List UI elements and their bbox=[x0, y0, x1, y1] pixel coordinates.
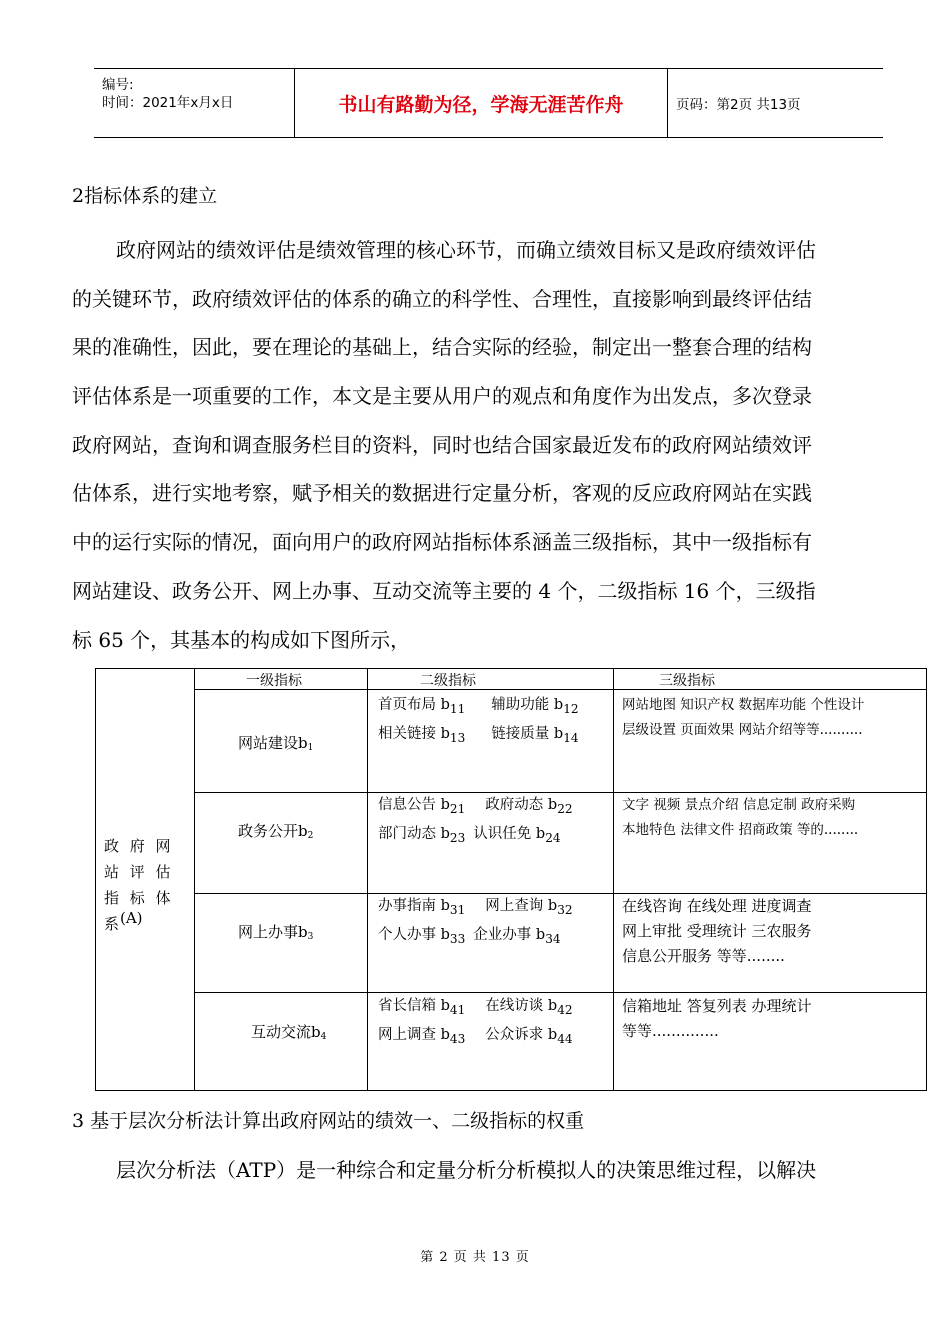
header-motto: 书山有路勤为径，学海无涯苦作舟 bbox=[295, 69, 668, 137]
level3-cell: 信箱地址 答复列表 办理统计 等等.............. bbox=[622, 997, 812, 1040]
section-2-paragraph bbox=[72, 226, 905, 664]
level2-cell: 首页布局 $b_{11}$ 辅助功能 $b_{12}$ 相关链接 $b_{13}$ 链接质量 $b_{14}$ bbox=[378, 697, 579, 745]
section-3-paragraph: 层次分析法（ATP）是一种综合和定量分析分析模拟人的决策思维过程，以解决 bbox=[116, 1158, 817, 1182]
divider bbox=[194, 669, 195, 1090]
level2-cell: 信息公告 $b_{21}$ 政府动态 $b_{22}$ 部门动态 $b_{23}$ 认识任免 $b_{24}$ bbox=[378, 797, 573, 845]
level1-cell: 互动交流$b_4$ bbox=[251, 1023, 327, 1042]
level3-cell: 网站地图 知识产权 数据库功能 个性设计 层级设置 页面效果 网站介绍等等.......... bbox=[622, 697, 865, 738]
level1-cell: 政务公开$b_2$ bbox=[238, 822, 314, 841]
level3-cell: 文字 视频 景点介绍 信息定制 政府采购 本地特色 法律文件 招商政策 等的........ bbox=[622, 797, 859, 838]
root-label: 政 府 网 站 评 估 指 标 体系 bbox=[104, 837, 174, 933]
level1-cell: 网上办事$b_3$ bbox=[238, 923, 314, 942]
divider bbox=[194, 689, 926, 690]
column-header-level3: 三级指标 bbox=[659, 673, 715, 689]
column-header-level1: 一级指标 bbox=[246, 673, 302, 689]
level2-cell: 办事指南 $b_{31}$ 网上查询 $b_{32}$ 个人办事 $b_{33}$ 企业办事 $b_{34}$ bbox=[378, 898, 573, 946]
paragraph-line: 评估体系是一项重要的工作，本文是主要从用户的观点和角度作为出发点，多次登录 bbox=[72, 384, 812, 409]
paragraph-line: 网站建设、政务公开、网上办事、互动交流等主要的 4 个，二级指标 16 个，三级指 bbox=[72, 578, 816, 603]
number-label: 编号: bbox=[102, 77, 134, 93]
divider bbox=[194, 992, 926, 993]
section-2-heading: 2指标体系的建立 bbox=[72, 185, 218, 207]
paragraph-line: 估体系，进行实地考察，赋予相关的数据进行定量分析，客观的反应政府网站在实践 bbox=[72, 481, 812, 506]
paragraph-line: 的关键环节，政府绩效评估的体系的确立的科学性、合理性，直接影响到最终评估结 bbox=[72, 286, 812, 311]
indicator-system-diagram bbox=[95, 668, 927, 1091]
section-3-heading: 3 基于层次分析法计算出政府网站的绩效一、二级指标的权重 bbox=[72, 1110, 585, 1132]
paragraph-line: 政府网站的绩效评估是绩效管理的核心环节，而确立绩效目标又是政府绩效评估 bbox=[116, 238, 816, 262]
paragraph-line: 中的运行实际的情况，面向用户的政府网站指标体系涵盖三级指标，其中一级指标有 bbox=[72, 530, 812, 555]
page-footer: 第 2 页 共 13 页 bbox=[420, 1250, 530, 1265]
level3-cell: 在线咨询 在线处理 进度调查 网上审批 受理统计 三农服务 信息公开服务 等等........ bbox=[622, 897, 812, 965]
paragraph-line: 标 65 个，其基本的构成如下图所示， bbox=[72, 627, 411, 652]
column-header-level2: 二级指标 bbox=[420, 673, 476, 689]
header-page-info: 页码：第2页 共13页 bbox=[676, 97, 801, 113]
level1-cell: 网站建设$b_1$ bbox=[238, 734, 314, 753]
divider bbox=[367, 669, 368, 1090]
level2-cell: 省长信箱 $b_{41}$ 在线访谈 $b_{42}$ 网上调查 $b_{43}$ 公众诉求 $b_{44}$ bbox=[378, 998, 573, 1046]
divider bbox=[613, 669, 614, 1090]
document-header bbox=[94, 68, 883, 138]
header-meta-cell bbox=[94, 69, 295, 137]
paragraph-line: 果的准确性，因此，要在理论的基础上，结合实际的经验，制定出一整套合理的结构 bbox=[72, 335, 812, 360]
time-label: 时间：2021年x月x日 bbox=[102, 95, 234, 111]
paragraph-line: 政府网站，查询和调查服务栏目的资料，同时也结合国家最近发布的政府网站绩效评 bbox=[72, 432, 812, 457]
root-code: (A) bbox=[120, 909, 143, 927]
